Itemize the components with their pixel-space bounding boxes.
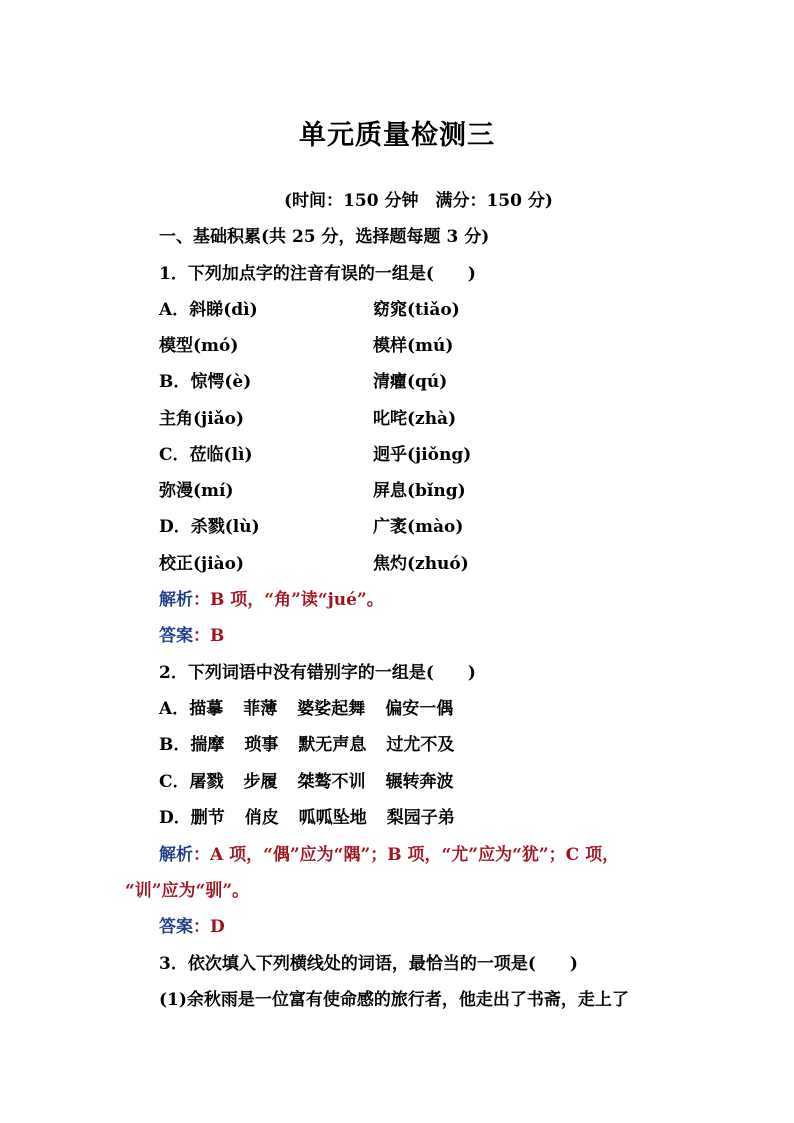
q1-row-8-right: 焦灼(zhuó) [373,554,469,574]
answer-label: 答案 [159,626,193,646]
q1-row-6-right: 屏息(bǐng) [373,481,466,501]
q1-row-7-left: D．杀戮(lù) [159,517,260,537]
exam-meta: (时间：150 分钟 满分：150 分) [284,191,553,211]
option-word: 俏皮 [244,808,279,828]
option-word: 默无声息 [298,735,367,755]
q3-passage-line: (1)余秋雨是一位富有使命感的旅行者，他走出了书斋，走上了 [159,990,629,1010]
option-word: 过尤不及 [386,735,455,755]
q1-row-4-right: 叱咤(zhà) [373,409,457,429]
page-title: 单元质量检测三 [299,120,495,151]
q1-analysis [159,589,384,611]
option-word: 描摹 [189,699,224,719]
option-word: 呱呱坠地 [298,808,367,828]
answer-text: ：B [193,626,225,646]
q1-row-8-left: 校正(jiào) [159,554,245,574]
q2-option-a [159,698,473,720]
option-label: A． [159,699,190,719]
q1-row-2-left: 模型(mó) [159,336,239,356]
option-word: 菲薄 [243,699,278,719]
answer-text: ：D [193,917,225,937]
q1-row-1-right: 窈窕(tiǎo) [373,300,460,320]
question-3-close: ) [569,954,578,974]
option-word: 偏安一偶 [385,699,454,719]
option-label: C． [159,772,190,792]
q1-row-1-left: A．斜睇(dì) [159,300,258,320]
q2-answer [159,916,225,938]
section-heading: 一、基础积累(共 25 分，选择题每题 3 分) [159,227,490,247]
option-label: D． [159,808,191,828]
q1-row-7-right: 广袤(mào) [373,517,464,537]
question-2-text: 2．下列词语中没有错别字的一组是( [159,663,434,683]
analysis-text: ：A 项，“偶”应为“隅”；B 项，“尤”应为“犹”；C 项， [193,845,620,865]
q1-row-5-left: C．莅临(lì) [159,445,253,465]
option-word: 婆娑起舞 [297,699,366,719]
option-word: 屠戮 [189,772,224,792]
option-word: 删节 [190,808,225,828]
analysis-label: 解析 [159,845,193,865]
question-2-close: ) [467,663,476,683]
q1-row-3-right: 清癯(qú) [373,372,448,392]
analysis-text: ：B 项，“角”读“jué”。 [193,590,384,610]
option-word: 揣摩 [190,735,225,755]
question-3-stem [159,953,578,975]
q2-analysis-cont: “训”应为“驯”。 [125,881,250,901]
option-word: 步履 [243,772,278,792]
answer-label: 答案 [159,917,193,937]
q1-row-4-left: 主角(jiǎo) [159,409,245,429]
option-word: 辗转奔波 [385,772,454,792]
question-1-close: ) [467,264,476,284]
option-word: 梨园子弟 [386,808,455,828]
q2-analysis [159,844,619,866]
question-3-text: 3．依次填入下列横线处的词语，最恰当的一项是( [159,954,536,974]
analysis-label: 解析 [159,590,193,610]
question-1-stem [159,263,476,285]
q2-option-c [159,771,474,793]
q2-option-b [159,734,474,756]
option-word: 桀骜不训 [297,772,366,792]
q1-row-3-left: B．惊愕(è) [159,372,252,392]
question-2-stem [159,662,476,684]
q1-row-5-right: 迥乎(jiǒng) [373,445,472,465]
question-1-text: 1．下列加点字的注音有误的一组是( [159,264,434,284]
option-label: B． [159,735,191,755]
q1-row-6-left: 弥漫(mí) [159,481,234,501]
q1-answer [159,625,224,647]
q2-option-d [159,807,475,829]
option-word: 琐事 [244,735,279,755]
q1-row-2-right: 模样(mú) [373,336,454,356]
